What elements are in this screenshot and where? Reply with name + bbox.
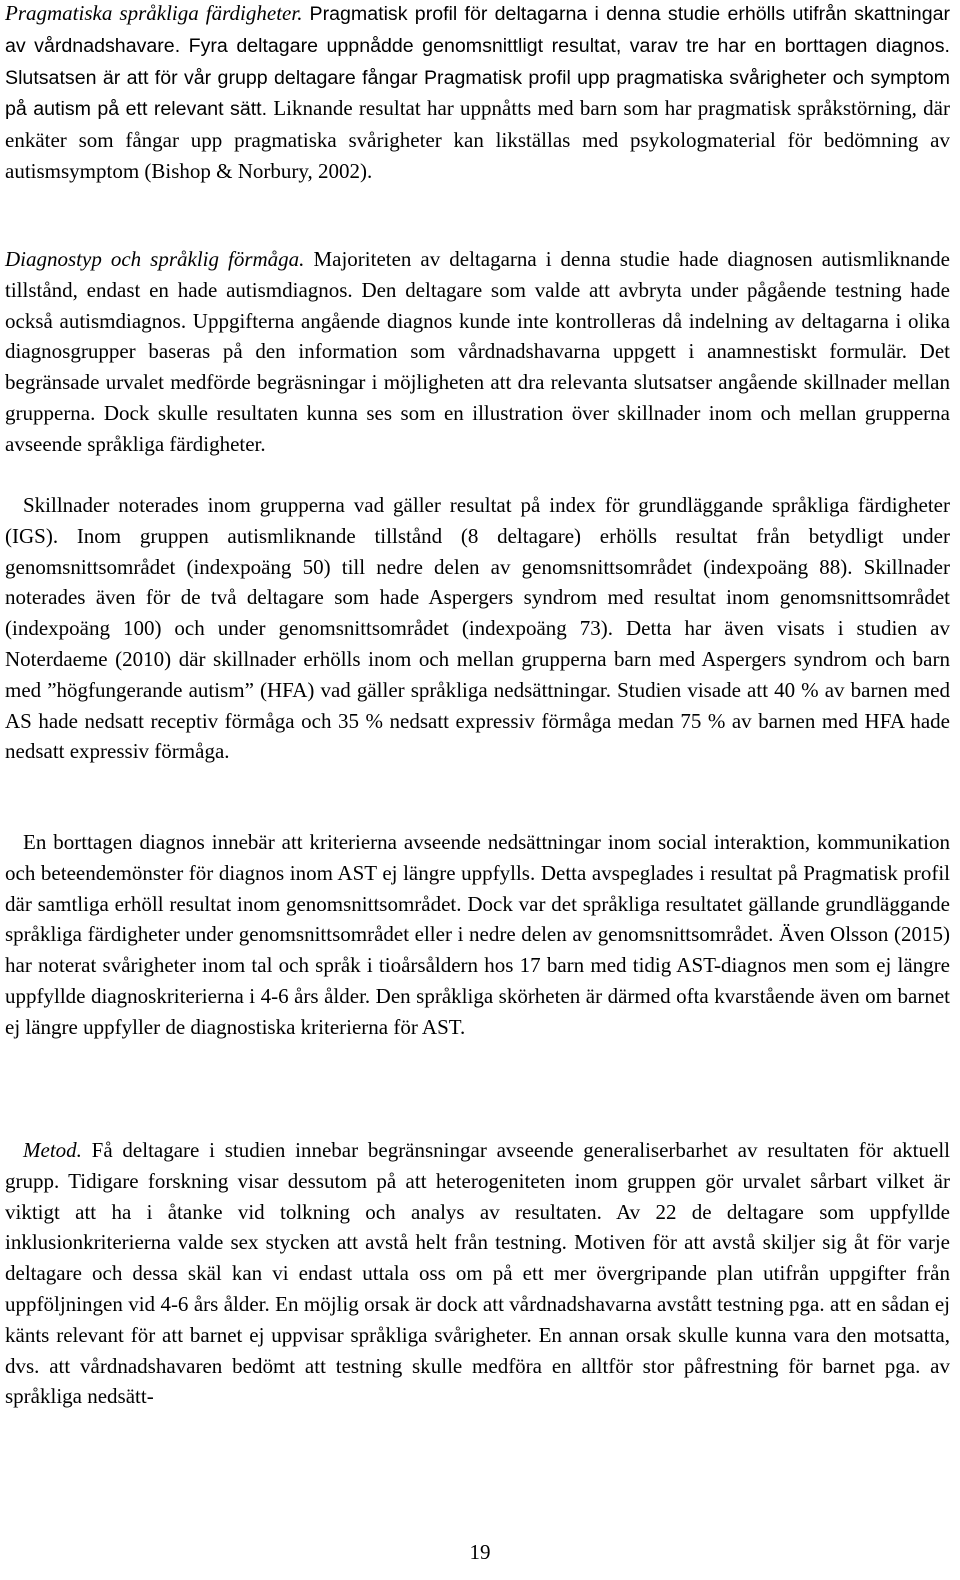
paragraph-diagnosis-type (5, 244, 950, 460)
paragraph-pragmatic-skills (5, 0, 950, 187)
paragraph-method (5, 1135, 950, 1412)
paragraph-heading: Diagnostyp och språklig förmåga. (5, 247, 305, 271)
paragraph-text: Få deltagare i studien innebar begränsningar avseende generaliserbarhet av resultaten för aktuell grupp. Tidigare forskning visar dessutom på att heterogeniteten inom gruppen gör urvalet sårbart vilket är viktigt att ha i åtanke vid tolkning och analys av resultaten. Av 22 de deltagare som uppfyllde inklusionkriterierna valde sex stycken att avstå helt från testning. Motiven för att avstå skiljer sig åt för varje deltagare och dessa skäl kan vi endast uttala oss om på ett mer övergripande plan utifrån uppgifter från uppföljningen vid 4-6 års ålder. En möjlig orsak är dock att vårdnadshavarna avstått testning pga. att en sådan ej känts relevant för att barnet ej uppvisar språkliga svårigheter. En annan orsak skulle kunna vara den motsatta, dvs. att vårdnadshavaren bedömt att testning skulle medföra en alltför stor påfrestning för barnet pga. av språkliga nedsätt- (5, 1138, 950, 1409)
paragraph-heading: Pragmatiska språkliga färdigheter. (5, 1, 303, 25)
paragraph-text: Skillnader noterades inom grupperna vad gäller resultat på index för grundläggande språkliga färdigheter (IGS). Inom gruppen autismliknande tillstånd (8 deltagare) erhölls resultat från betydligt under genomsnittsområdet (indexpoäng 50) till nedre delen av genomsnittsområdet (indexpoäng 88). Skillnader noterades även för de två deltagare som hade Aspergers syndrom med resultat inom genomsnittsområdet (indexpoäng 100) och under genomsnittsområdet (indexpoäng 73). Detta har även visats i studien av Noterdaeme (2010) där skillnader erhölls inom och mellan grupperna barn med Aspergers syndrom och barn med ”högfungerande autism” (HFA) vad gäller språkliga nedsättningar. Studien visade att 40 % av barnen med AS hade nedsatt receptiv förmåga och 35 % nedsatt expressiv förmåga medan 75 % av barnen med HFA hade nedsatt expressiv förmåga. (5, 493, 950, 764)
paragraph-text: Pragmatisk profil för deltagarna i denna studie erhölls utifrån skattningar av vårdnadshavare. Fyra deltagare uppnådde genomsnittligt resultat, varav tre har en borttagen diagnos. Slutsatsen är att för vår grupp deltagare fångar Pragmatisk profil upp pragmatiska svårigheter och symptom på autism på ett relevant sätt. (5, 3, 951, 121)
page-number: 19 (469, 1540, 491, 1564)
paragraph-heading: Metod. (23, 1138, 82, 1162)
paragraph-text: Majoriteten av deltagarna i denna studie hade diagnosen autismliknande tillstånd, endast en hade autismdiagnos. Den deltagare som valde att avbryta under pågående testning hade också autismdiagnos. Uppgifterna angående diagnos kunde inte kontrolleras då indelning av deltagarna i olika diagnosgrupper baseras på den information som vårdnadshavarna uppgett i anamnestiskt formulär. Det begränsade urvalet medförde begräsningar i möjligheten att dra relevanta slutsatser angående skillnader mellan grupperna. Dock skulle resultaten kunna ses som en illustration över skillnader inom och mellan grupperna avseende språkliga färdigheter. (5, 247, 951, 456)
paragraph-removed-diagnosis (5, 827, 950, 1043)
paragraph-group-differences (5, 490, 950, 767)
paragraph-text: En borttagen diagnos innebär att kriterierna avseende nedsättningar inom social interaktion, kommunikation och beteendemönster för diagnos inom AST ej längre uppfylls. Detta avspeglades i resultat på Pragmatisk profil där samtliga erhöll resultat inom genomsnittsområdet. Dock var det språkliga resultatet gällande grundläggande språkliga färdigheter under genomsnittsområdet eller i nedre delen av genomsnittsområdet. Även Olsson (2015) har noterat svårigheter inom tal och språk i tioårsåldern hos 17 barn med tidig AST-diagnos men som ej längre uppfyllde diagnoskriterierna i 4-6 års ålder. Den språkliga skörheten är därmed ofta kvarstående även om barnet ej längre uppfyller de diagnostiska kriterierna för AST. (5, 830, 950, 1039)
paragraph-text: Liknande resultat har uppnåtts med barn som har pragmatisk språkstörning, där enkäter som fångar upp pragmatiska svårigheter kan likställas med psykologmaterial för bedömning av autismsymptom (Bishop & Norbury, 2002). (5, 96, 950, 183)
